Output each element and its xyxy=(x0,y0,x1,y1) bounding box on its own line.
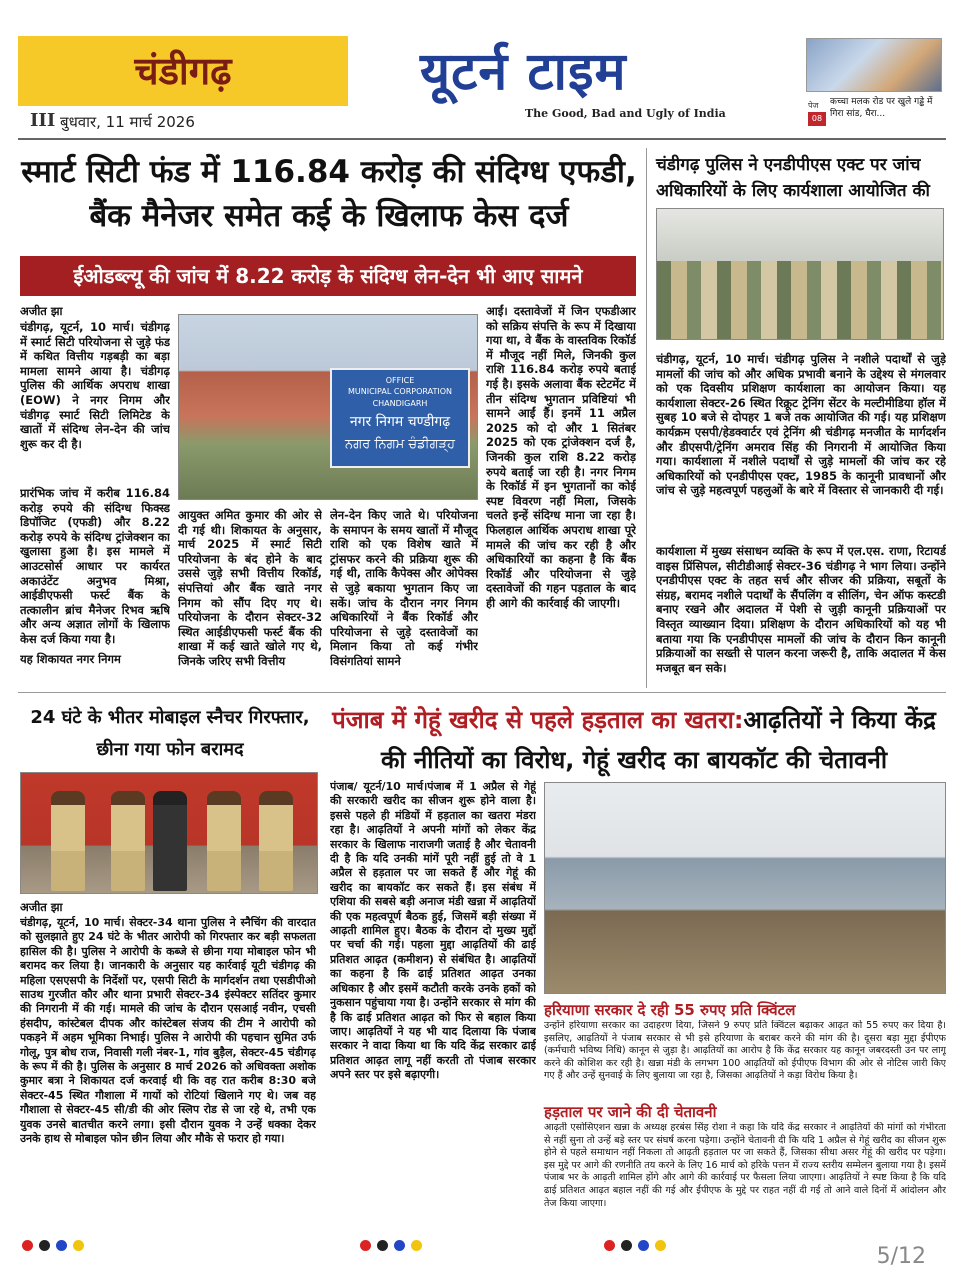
punjab-body: पंजाब/ यूटर्न/10 मार्च।पंजाब में 1 अप्रैल से गेहूं की सरकारी खरीद का सीजन शुरू होने वाला है। इससे पहले ही मंडियों में हड़ताल का खतरा मंडरा रहा है। आढ़तियों ने अपनी मांगों को लेकर केंद्र सरकार के खिलाफ नाराजगी जताई है और चेतावनी दी है कि यदि उनकी मांगें पूरी नहीं हुई तो वे 1 अप्रैल से हड़ताल पर जा सकते हैं और गेहूं की खरीद का बायकॉट कर सकते हैं। इस संबंध में एशिया की सबसे बड़ी अनाज मंडी खन्ना में आढ़तियों की एक महत्वपूर्ण बैठक हुई, जिसमें बड़ी संख्या में आढ़ती शामिल हुए। बैठक के दौरान दो मुख्य मुद्दों पर चर्चा की गई। पहला मुद्दा आढ़तियों की ढाई प्रतिशत आढ़त (कमीशन) से संबंधित है। आढ़तियों का कहना है कि ढाई प्रतिशत आढ़त उनका अधिकार है और इसमें कटौती करके उनके हकों को नुकसान पहुंचाया गया है। उन्होंने सरकार से मांग की है कि ढाई प्रतिशत आढ़त को फिर से बहाल किया जाए। आढ़तियों ने यह भी याद दिलाया कि पंजाब सरकार ने वादा किया था कि यदि केंद्र सरकार ढाई प्रतिशत आढ़त लागू नहीं करती तो पंजाब सरकार अपने स्तर पर इसे बढ़ाएगी। xyxy=(330,780,536,1082)
lead-col1c: यह शिकायत नगर निगम xyxy=(20,652,121,666)
snatch-byline: अजीत झा xyxy=(20,900,63,914)
city-banner: चंडीगढ़ xyxy=(18,36,348,106)
promo-teaser[interactable]: कच्चा मलक रोड पर खुले गड्ढे में गिरा सांड, घैरा... xyxy=(830,97,933,119)
color-dot xyxy=(360,1240,371,1251)
header-divider xyxy=(18,138,946,140)
lead-col3: लेन-देन किए जाते थे। परियोजना के समापन के समय खातों में मौजूद राशि को एक विशेष खाते में ट्रांसफर करने की प्रक्रिया शुरू की गई थी, ताकि कैपेक्स और ओपेक्स से जुड़े बकाया भुगतान किए जा सकें। जांच के दौरान नगर निगम अधिकारियों ने बैंक रिकॉर्ड और परियोजना से जुड़े दस्तावेजों का मिलान किया तो कई गंभीर विसंगतियां सामने xyxy=(330,508,478,668)
punjab-headline-black: आढ़तियों ने किया केंद्र की नीतियों का विरोध, गेहूं खरीद का बायकॉट की चेतावनी xyxy=(380,706,936,774)
municipal-sign xyxy=(330,368,470,468)
lead-byline: अजीत झा xyxy=(20,304,63,318)
side-body-2: कार्यशाला में मुख्य संसाधन व्यक्ति के रूप में एल.एस. राणा, रिटायर्ड वाइस प्रिंसिपल, सीटीडीआई सेक्टर-36 चंडीगढ़ ने भाग लिया। उन्होंने एनडीपीएस एक्ट के तहत सर्च और सीजर की प्रक्रिया, सबूतों के संग्रह, बरामद नशीले पदार्थों के सैंपलिंग व सीलिंग, चेन ऑफ कस्टडी बनाए रखने और अदालत में पेशी से जुड़ी कानूनी प्रक्रियाओं पर विस्तृत व्याख्यान दिया। प्रशिक्षण के दौरान अधिकारियों को यह भी बताया गया कि एनडीपीएस मामलों की जांच के दौरान किन कानूनी प्रक्रियाओं का सख्ती से पालन करना जरूरी है, ताकि अदालत में केस मजबूत बन सके। xyxy=(656,544,946,675)
punjab-headline xyxy=(322,700,946,780)
lead-col2: आयुक्त अमित कुमार की ओर से दी गई थी। शिकायत के अनुसार, मार्च 2025 में स्मार्ट सिटी परियोजना के बंद होने के बाद उससे जुड़े सभी वित्तीय रिकॉर्ड, संपत्तियां और बैंक खाते नगर निगम को सौंप दिए गए थे। परियोजना के दौरान सेक्टर-32 स्थित आईडीएफसी फर्स्ट बैंक की शाखा में कई खाते खोले गए थे, जिनके जरिए सभी वित्तीय xyxy=(178,508,322,668)
color-dot xyxy=(638,1240,649,1251)
lead-subhead: ईओडब्ल्यू की जांच में 8.22 करोड़ के संदिग्ध लेन-देन भी आए सामने xyxy=(20,256,636,296)
color-dot xyxy=(39,1240,50,1251)
promo-page-number: 08 xyxy=(808,112,826,126)
accused-figure xyxy=(153,791,187,891)
punjab-sub1-body: उन्होंने हरियाणा सरकार का उदाहरण दिया, जिसने 9 रुपए प्रति क्विंटल बढ़ाकर आढ़त को 55 रुपए कर दिया है। इसलिए, आढ़तियों ने पंजाब सरकार से भी इसे हरियाणा के बराबर करने की मांग की है। दूसरा बड़ा मुद्दा ईपीएफ (कर्मचारी भविष्य निधि) कानून से जुड़ा है। आढ़तियों का आरोप है कि केंद्र सरकार यह कानून जबरदस्ती उन पर लागू करने की कोशिश कर रही है। खन्ना मंडी के लगभग 100 आढ़तियों को ईपीएफ विभाग की ओर से नोटिस जारी किए गए हैं और उन्हें सुनवाई के लिए बुलाया जा रहा है, जिसका आढ़तियों ने कड़ा विरोध किया है। xyxy=(544,1020,946,1082)
lead-col4: आईं। दस्तावेजों में जिन एफडीआर को सक्रिय संपत्ति के रूप में दिखाया गया था, वे बैंक के वास्तविक रिकॉर्ड में मौजूद नहीं मिले, जिनकी कुल राशि 116.84 करोड़ रुपये बताई गई है। इसके अलावा बैंक स्टेटमेंट में तीन संदिग्ध भुगतान प्रविष्टियां भी सामने आईं हैं। इनमें 11 अप्रैल 2025 को दो और 1 सितंबर 2025 को एक ट्रांजेक्शन दर्ज है, जिनकी कुल राशि 8.22 करोड़ रुपये बताई जा रही है। नगर निगम के रिकॉर्ड में इन भुगतानों का कोई स्पष्ट विवरण नहीं मिला, जिसके चलते इन्हें संदिग्ध माना जा रहा है। फिलहाल आर्थिक अपराध शाखा पूरे मामले की जांच कर रही है और अधिकारियों का कहना है कि बैंक रिकॉर्ड और परियोजना से जुड़े दस्तावेजों की गहन पड़ताल के बाद ही आगे की कार्रवाई की जाएगी। xyxy=(486,304,636,610)
punjab-sub2-body: आढ़ती एसोसिएशन खन्ना के अध्यक्ष हरबंस सिंह रोशा ने कहा कि यदि केंद्र सरकार ने आढ़तियों की मांगों को गंभीरता से नहीं सुना तो उन्हें बड़े स्तर पर संघर्ष करना पड़ेगा। उन्होंने चेतावनी दी कि यदि 1 अप्रैल से गेहूं खरीद का सीजन शुरू होने से पहले समाधान नहीं निकला तो आढ़ती हड़ताल पर जा सकते हैं, जिसका सीधा असर गेहूं की खरीद पर पड़ेगा। इस मुद्दे पर आगे की रणनीति तय करने के लिए 16 मार्च को हरिके पत्तन में राज्य स्तरीय सम्मेलन बुलाया गया है। इसमें पंजाब भर के आढ़ती शामिल होंगे और आगे की कार्रवाई पर फैसला लिया जाएगा। आढ़तियों ने स्पष्ट किया है कि यदि ढाई प्रतिशत आढ़त बहाल नहीं की गई और ईपीएफ के मुद्दे पर राहत नहीं दी गई तो आने वाले दिनों में आंदोलन और तेज किया जाएगा। xyxy=(544,1122,946,1209)
color-dot xyxy=(411,1240,422,1251)
footer-color-dots-mid xyxy=(360,1236,428,1248)
sign-line-3: नगर निगम चण्डीगढ़ xyxy=(349,414,451,430)
issue-date: बुधवार, 11 मार्च 2026 xyxy=(60,113,195,131)
snatch-headline: 24 घंटे के भीतर मोबाइल स्नैचर गिरफ्तार, छीना गया फोन बरामद xyxy=(30,707,310,760)
lead-col1b: प्रारंभिक जांच में करीब 116.84 करोड़ रुपये की संदिग्ध फिक्स्ड डिपॉजिट (एफडी) और 8.22 करोड़ रुपये के संदिग्ध ट्रांजेक्शन का खुलासा हुआ है। इस मामले में आउटसोर्स आधार पर कार्यरत अकाउंटेंट अनुभव मिश्रा, आईडीएफसी फर्स्ट बैंक के तत्कालीन ब्रांच मैनेजर रिभव ऋषि और अन्य अज्ञात लोगों के खिलाफ केस दर्ज किया गया है। xyxy=(20,486,170,646)
color-dot xyxy=(73,1240,84,1251)
color-dot xyxy=(22,1240,33,1251)
tagline: The Good, Bad and Ugly of India xyxy=(525,107,726,120)
color-dot xyxy=(394,1240,405,1251)
column-divider xyxy=(646,148,647,688)
footer-color-dots-right xyxy=(604,1236,672,1248)
footer-color-dots-left xyxy=(22,1236,90,1248)
officer-figure xyxy=(51,791,85,891)
police-team-photo xyxy=(20,772,318,894)
sign-line-4: ਨਗਰ ਨਿਗਮ ਚੰਡੀਗੜ੍ਹ xyxy=(344,437,456,452)
officer-figure xyxy=(111,791,145,891)
lead-headline: स्मार्ट सिटी फंड में 116.84 करोड़ की संदिग्ध एफडी, बैंक मैनेजर समेत कई के खिलाफ केस दर्ज xyxy=(21,154,637,234)
side-headline: चंडीगढ़ पुलिस ने एनडीपीएस एक्ट पर जांच अधिकारियों के लिए कार्यशाला आयोजित की xyxy=(656,155,930,201)
punjab-sub2: हड़ताल पर जाने की दी चेतावनी xyxy=(544,1103,717,1121)
lead-col1: चंडीगढ़, यूटर्न, 10 मार्च। चंडीगढ़ में स्मार्ट सिटी परियोजना से जुड़े फंड में कथित वित्तीय गड़बड़ी का बड़ा मामला सामने आया है। चंडीगढ़ पुलिस की आर्थिक अपराध शाखा (EOW) ने नगर निगम और चंडीगढ़ स्मार्ट सिटी लिमिटेड के खातों में संदिग्ध लेन-देन की जांच शुरू कर दी है। xyxy=(20,320,170,451)
sign-line-2: MUNICIPAL CORPORATION CHANDIGARH xyxy=(347,387,452,408)
section-divider xyxy=(18,692,946,693)
punjab-sub1: हरियाणा सरकार दे रही 55 रुपए प्रति क्विंटल xyxy=(544,1001,796,1019)
color-dot xyxy=(655,1240,666,1251)
workshop-photo xyxy=(656,208,944,340)
masthead: यूटर्न टाइम xyxy=(420,41,627,102)
officer-figure xyxy=(259,791,293,891)
page-indicator: 5/12 xyxy=(876,1244,926,1269)
side-body-1: चंडीगढ़, यूटर्न, 10 मार्च। चंडीगढ़ पुलिस ने नशीले पदार्थों से जुड़े मामलों की जांच को और अधिक प्रभावी बनाने के उद्देश्य से मंगलवार को एक दिवसीय प्रशिक्षण कार्यशाला का आयोजन किया। यह कार्यशाला सेक्टर-26 स्थित रिक्रूट ट्रेनिंग सेंटर के मल्टीमीडिया हॉल में सुबह 10 बजे से दोपहर 1 बजे तक आयोजित की गई। यह प्रशिक्षण कार्यक्रम एसपी/हेडक्वार्टर एवं ट्रेनिंग श्री चंडीगढ़ मनजीत के मार्गदर्शन और डीएसपी/ट्रेनिंग अमराव सिंह की निगरानी में आयोजित किया गया। कार्यशाला में नशीले पदार्थों से जुड़े मामलों की जांच कर रहे अधिकारियों को एनडीपीएस एक्ट, 1985 के कानूनी प्रावधानों और जांच से जुड़े महत्वपूर्ण पहलुओं के बारे में विस्तार से जानकारी दी गई। xyxy=(656,352,946,498)
punjab-headline-red: पंजाब में गेहूं खरीद से पहले हड़ताल का खतरा: xyxy=(332,706,744,734)
promo-page-label: पेज xyxy=(808,101,819,110)
sign-line-1: OFFICE xyxy=(385,376,415,385)
meeting-photo xyxy=(544,782,946,994)
issue-number: III xyxy=(30,110,56,131)
color-dot xyxy=(621,1240,632,1251)
promo-photo[interactable] xyxy=(806,38,942,92)
officer-figure xyxy=(207,791,241,891)
snatch-body: चंडीगढ़, यूटर्न, 10 मार्च। सेक्टर-34 थाना पुलिस ने स्नैचिंग की वारदात को सुलझाते हुए 24 घंटे के भीतर आरोपी को गिरफ्तार कर बड़ी सफलता हासिल की है। पुलिस ने आरोपी के कब्जे से छीना गया मोबाइल फोन भी बरामद कर लिया है। जानकारी के अनुसार यह कार्रवाई यूटी चंडीगढ़ की महिला एसएसपी के निर्देशों पर, एसपी सिटी के मार्गदर्शन तथा एसडीपीओ साउथ गुरजीत कौर और थाना प्रभारी सेक्टर-34 इंस्पेक्टर सतिंदर कुमार की निगरानी में की गई। मामले की जांच के दौरान एसआई नवीन, एचसी हंसदीप, कांस्टेबल दीपक और कांस्टेबल संजय की टीम ने आरोपी को पकड़ने में अहम भूमिका निभाई। पुलिस ने आरोपी की पहचान सुमित उर्फ गोलू, पुत्र बोध राज, निवासी गली नंबर-1, गांव बुड़ैल, सेक्टर-45 चंडीगढ़ के रूप में की है। पुलिस के अनुसार 8 मार्च 2026 को अधिवक्ता अशोक कुमार बत्रा ने शिकायत दर्ज करवाई थी कि वह रात करीब 8:30 बजे सेक्टर-45 स्थित गौशाला में गायों को रोटियां खिलाने गए थे। जब वह गौशाला से सेक्टर-45 सी/डी की ओर स्लिप रोड से जा रहे थे, तभी एक युवक उनसे बातचीत करने लगा। इसी दौरान युवक ने उन्हें धक्का देकर उनके हाथ से मोबाइल फोन छीन लिया और मौके से फरार हो गया। xyxy=(20,916,316,1146)
color-dot xyxy=(56,1240,67,1251)
color-dot xyxy=(377,1240,388,1251)
color-dot xyxy=(604,1240,615,1251)
